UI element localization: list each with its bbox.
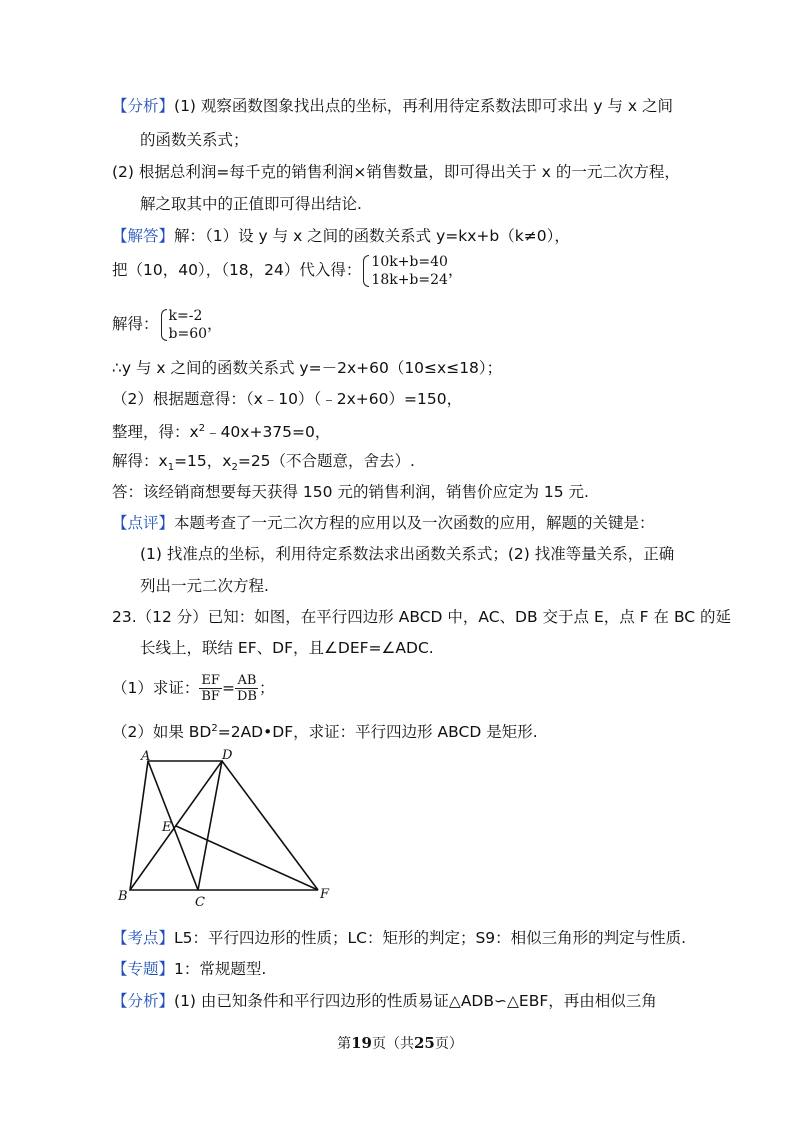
solution-l7-a: 解得：x: [112, 452, 168, 470]
comment-line-1: [112, 512, 655, 534]
footer-prefix: 第: [337, 1036, 352, 1052]
part-1-prefix: （1）求证：: [112, 679, 200, 697]
system-1-comma: ，: [447, 261, 464, 279]
solution-l7-c: =25（不合题意，舍去）.: [237, 452, 415, 470]
fraction-1-denominator: BF: [201, 689, 220, 704]
zhuanti-text: 1：常规题型.: [174, 960, 267, 978]
diagonal-db: [130, 761, 222, 890]
solution-text: 解：（1）设 y 与 x 之间的函数关系式 y=kx+b（k≠0），: [174, 227, 570, 245]
label-e: E: [162, 820, 172, 835]
comment-line-2: (1) 找准点的坐标，利用待定系数法求出函数关系式；(2) 找准等量关系，正确: [140, 545, 675, 563]
equation-system-2: [159, 307, 208, 343]
substitution-text: 把（10，40），（18，24）代入得：: [112, 261, 362, 279]
fraction-ab-db: [235, 673, 259, 704]
analysis-2-text: (1) 由已知条件和平行四边形的性质易证△ADB∽△EBF，再由相似三角: [174, 992, 657, 1010]
equation-system-1: [361, 253, 448, 289]
analysis-1-line-2: 的函数关系式；: [140, 131, 249, 149]
label-d: D: [222, 748, 233, 763]
diagonal-ac: [148, 761, 198, 890]
system-1-eq-2: 18k+b=24: [371, 271, 448, 288]
part-2-a: （2）如果 BD: [112, 723, 212, 742]
solution-l6-sup: 2: [198, 423, 206, 434]
solution-l7-sub1: 1: [167, 462, 175, 474]
system-1-eq-1: 10k+b=40: [371, 253, 448, 270]
solution-l7-b: =15，x: [174, 452, 232, 470]
analysis-2-line: [112, 990, 657, 1012]
question-23-line-1: 23.（12 分）已知：如图，在平行四边形 ABCD 中，AC、DB 交于点 E，点 F 在 BC 的延: [112, 608, 732, 626]
analysis-text: (1) 观察函数图象找出点的坐标，再利用待定系数法即可求出 y 与 x 之间: [174, 97, 673, 115]
comment-line-3: 列出一元二次方程.: [140, 577, 269, 595]
question-23-part-2: [112, 718, 538, 743]
fraction-1-numerator: EF: [201, 673, 220, 688]
solution-l7-sub2: 2: [231, 462, 238, 474]
solution-line-6: [112, 418, 330, 443]
solution-line-8: 答：该经销商想要每天获得 150 元的销售利润，销售价应定为 15 元.: [112, 483, 589, 501]
part-1-suffix: ；: [258, 679, 275, 697]
comment-tag: 【点评】: [112, 514, 175, 532]
label-c: C: [195, 895, 205, 910]
solution-line-3: [112, 306, 223, 343]
fraction-ef-bf: [199, 673, 222, 704]
zhuanti-line: [112, 958, 266, 980]
solution-l6-a: 整理，得：x: [112, 423, 199, 442]
solve-text: 解得：: [112, 315, 159, 333]
label-a: A: [141, 749, 151, 764]
solution-line-5: （2）根据题意得：（x﹣10）（﹣2x+60）=150，: [112, 390, 463, 408]
system-2-eq-1: k=-2: [168, 307, 203, 324]
solution-line-7: [112, 450, 415, 479]
solution-line-2: [112, 252, 463, 289]
footer-mid: 页（共: [372, 1036, 414, 1052]
solution-line-1: [112, 225, 570, 247]
question-23-part-1: [112, 670, 274, 706]
system-2-comma: ，: [207, 315, 223, 333]
label-f: F: [320, 887, 330, 902]
zhuanti-tag: 【专题】: [112, 960, 175, 978]
footer-total-pages: 25: [414, 1034, 435, 1052]
analysis-1-line-1: [112, 95, 673, 117]
kaodian-line: [112, 927, 686, 949]
part-2-sup: 2: [211, 723, 218, 734]
system-2-eq-2: b=60: [168, 325, 208, 342]
segment-ef: [176, 826, 318, 890]
analysis-1-line-3: (2) 根据总利润=每千克的销售利润×销售数量，即可得出关于 x 的一元二次方程，: [112, 163, 680, 181]
solution-line-4: ∴y 与 x 之间的函数关系式 y=－2x+60（10≤x≤18）；: [112, 359, 503, 377]
part-2-b: =2AD•DF，求证：平行四边形 ABCD 是矩形.: [217, 723, 538, 742]
question-23-line-2: 长线上，联结 EF、DF，且∠DEF=∠ADC.: [140, 639, 434, 657]
label-b: B: [118, 889, 128, 904]
parallelogram-figure: [112, 748, 352, 910]
footer-page-number: 19: [351, 1034, 372, 1052]
analysis-tag: 【分析】: [112, 97, 175, 115]
solution-l6-b: ﹣40x+375=0，: [205, 423, 331, 442]
solution-tag: 【解答】: [112, 227, 175, 245]
equals-sign: =: [221, 679, 235, 697]
comment-text: 本题考查了一元二次方程的应用以及一次函数的应用，解题的关键是：: [174, 514, 655, 532]
footer-suffix: 页）: [434, 1036, 463, 1052]
segment-df: [222, 761, 318, 890]
kaodian-tag: 【考点】: [112, 929, 175, 947]
analysis-2-tag: 【分析】: [112, 992, 175, 1010]
kaodian-text: L5：平行四边形的性质；LC：矩形的判定；S9：相似三角形的判定与性质.: [174, 929, 687, 947]
page-footer: [0, 1033, 800, 1053]
analysis-1-line-4: 解之取其中的正值即可得出结论.: [140, 195, 362, 213]
fraction-2-denominator: DB: [236, 689, 257, 704]
fraction-2-numerator: AB: [237, 673, 257, 688]
